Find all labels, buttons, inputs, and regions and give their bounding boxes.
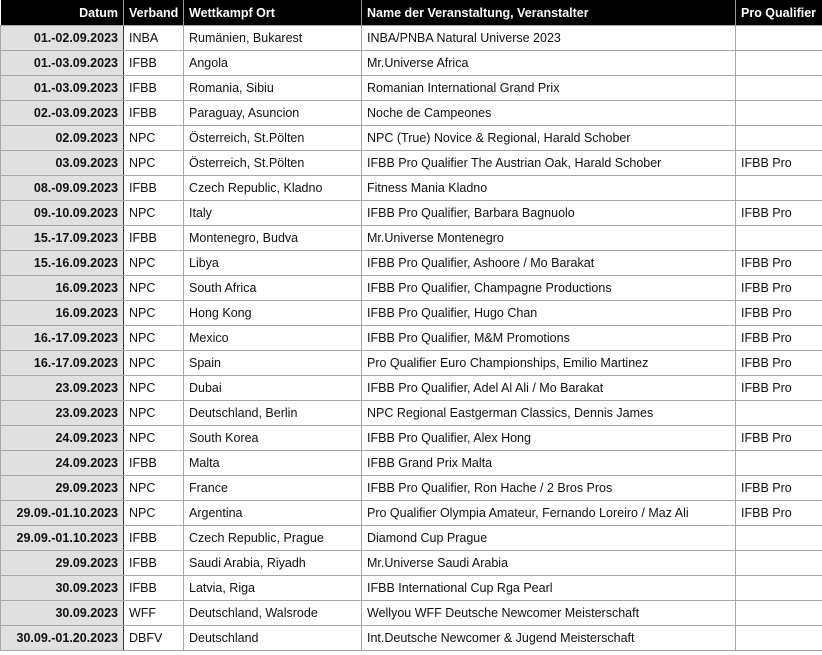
cell-ort: Argentina — [184, 501, 362, 526]
table-row — [1, 601, 822, 626]
cell-ort: Montenegro, Budva — [184, 226, 362, 251]
table-row — [1, 276, 822, 301]
cell-event-name: Int.Deutsche Newcomer & Jugend Meisterschaft — [362, 626, 736, 651]
cell-ort: France — [184, 476, 362, 501]
cell-event-name: Mr.Universe Montenegro — [362, 226, 736, 251]
cell-pro-qualifier — [736, 451, 822, 476]
cell-datum: 16.09.2023 — [1, 301, 124, 326]
table-body — [1, 26, 822, 651]
table-row — [1, 101, 822, 126]
cell-datum: 23.09.2023 — [1, 401, 124, 426]
table-row — [1, 226, 822, 251]
cell-datum: 08.-09.09.2023 — [1, 176, 124, 201]
table-row — [1, 176, 822, 201]
cell-verband: NPC — [124, 126, 184, 151]
cell-ort: South Africa — [184, 276, 362, 301]
cell-pro-qualifier — [736, 26, 822, 51]
cell-ort: Saudi Arabia, Riyadh — [184, 551, 362, 576]
cell-verband: NPC — [124, 301, 184, 326]
cell-ort: Czech Republic, Prague — [184, 526, 362, 551]
table-row — [1, 51, 822, 76]
cell-ort: Romania, Sibiu — [184, 76, 362, 101]
cell-verband: NPC — [124, 476, 184, 501]
cell-pro-qualifier: IFBB Pro — [736, 376, 822, 401]
cell-event-name: Mr.Universe Africa — [362, 51, 736, 76]
table-row — [1, 426, 822, 451]
cell-pro-qualifier — [736, 401, 822, 426]
cell-verband: IFBB — [124, 551, 184, 576]
cell-verband: DBFV — [124, 626, 184, 651]
cell-pro-qualifier — [736, 176, 822, 201]
cell-ort: Österreich, St.Pölten — [184, 151, 362, 176]
cell-verband: NPC — [124, 201, 184, 226]
header-datum: Datum — [1, 0, 124, 26]
cell-verband: NPC — [124, 276, 184, 301]
header-ort: Wettkampf Ort — [184, 0, 362, 26]
cell-event-name: IFBB Pro Qualifier, Hugo Chan — [362, 301, 736, 326]
cell-verband: IFBB — [124, 76, 184, 101]
cell-verband: NPC — [124, 151, 184, 176]
cell-verband: IFBB — [124, 226, 184, 251]
cell-ort: Angola — [184, 51, 362, 76]
cell-pro-qualifier: IFBB Pro — [736, 426, 822, 451]
cell-event-name: Diamond Cup Prague — [362, 526, 736, 551]
cell-pro-qualifier: IFBB Pro — [736, 501, 822, 526]
header-name: Name der Veranstaltung, Veranstalter — [362, 0, 736, 26]
cell-verband: INBA — [124, 26, 184, 51]
cell-event-name: IFBB Pro Qualifier The Austrian Oak, Harald Schober — [362, 151, 736, 176]
cell-ort: Spain — [184, 351, 362, 376]
cell-datum: 15.-17.09.2023 — [1, 226, 124, 251]
table-row — [1, 351, 822, 376]
cell-datum: 23.09.2023 — [1, 376, 124, 401]
cell-ort: Latvia, Riga — [184, 576, 362, 601]
cell-pro-qualifier: IFBB Pro — [736, 476, 822, 501]
cell-datum: 15.-16.09.2023 — [1, 251, 124, 276]
table-header — [1, 0, 822, 26]
cell-event-name: IFBB International Cup Rga Pearl — [362, 576, 736, 601]
cell-event-name: Romanian International Grand Prix — [362, 76, 736, 101]
header-verband: Verband — [124, 0, 184, 26]
cell-datum: 29.09.-01.10.2023 — [1, 526, 124, 551]
cell-verband: NPC — [124, 401, 184, 426]
cell-event-name: IFBB Pro Qualifier, Champagne Productions — [362, 276, 736, 301]
table-row — [1, 451, 822, 476]
table-row — [1, 401, 822, 426]
table-row — [1, 151, 822, 176]
cell-event-name: NPC Regional Eastgerman Classics, Dennis James — [362, 401, 736, 426]
cell-verband: IFBB — [124, 51, 184, 76]
cell-pro-qualifier: IFBB Pro — [736, 201, 822, 226]
cell-pro-qualifier — [736, 126, 822, 151]
cell-verband: NPC — [124, 326, 184, 351]
cell-event-name: Noche de Campeones — [362, 101, 736, 126]
cell-pro-qualifier — [736, 601, 822, 626]
cell-pro-qualifier: IFBB Pro — [736, 326, 822, 351]
cell-datum: 01.-03.09.2023 — [1, 76, 124, 101]
cell-verband: IFBB — [124, 101, 184, 126]
cell-verband: NPC — [124, 501, 184, 526]
cell-datum: 29.09.2023 — [1, 476, 124, 501]
table-row — [1, 501, 822, 526]
cell-datum: 01.-02.09.2023 — [1, 26, 124, 51]
cell-event-name: IFBB Pro Qualifier, Ashoore / Mo Barakat — [362, 251, 736, 276]
cell-ort: Italy — [184, 201, 362, 226]
cell-pro-qualifier — [736, 576, 822, 601]
cell-ort: Dubai — [184, 376, 362, 401]
table-row — [1, 476, 822, 501]
cell-ort: Österreich, St.Pölten — [184, 126, 362, 151]
cell-datum: 24.09.2023 — [1, 451, 124, 476]
table-row — [1, 26, 822, 51]
cell-pro-qualifier — [736, 76, 822, 101]
cell-pro-qualifier — [736, 101, 822, 126]
cell-verband: NPC — [124, 351, 184, 376]
table-row — [1, 626, 822, 651]
cell-event-name: IFBB Pro Qualifier, Ron Hache / 2 Bros Pros — [362, 476, 736, 501]
table-row — [1, 126, 822, 151]
cell-pro-qualifier — [736, 526, 822, 551]
table-row — [1, 376, 822, 401]
cell-pro-qualifier — [736, 626, 822, 651]
cell-datum: 16.-17.09.2023 — [1, 326, 124, 351]
cell-verband: IFBB — [124, 576, 184, 601]
cell-datum: 01.-03.09.2023 — [1, 51, 124, 76]
cell-datum: 09.-10.09.2023 — [1, 201, 124, 226]
table-row — [1, 551, 822, 576]
cell-event-name: NPC (True) Novice & Regional, Harald Schober — [362, 126, 736, 151]
cell-datum: 29.09.2023 — [1, 551, 124, 576]
cell-verband: IFBB — [124, 451, 184, 476]
cell-verband: NPC — [124, 251, 184, 276]
table-row — [1, 301, 822, 326]
cell-ort: Paraguay, Asuncion — [184, 101, 362, 126]
table-row — [1, 576, 822, 601]
table-row — [1, 76, 822, 101]
cell-ort: Libya — [184, 251, 362, 276]
cell-datum: 24.09.2023 — [1, 426, 124, 451]
cell-event-name: IFBB Grand Prix Malta — [362, 451, 736, 476]
cell-ort: Deutschland, Berlin — [184, 401, 362, 426]
cell-pro-qualifier — [736, 51, 822, 76]
cell-pro-qualifier — [736, 551, 822, 576]
cell-verband: IFBB — [124, 526, 184, 551]
cell-pro-qualifier: IFBB Pro — [736, 351, 822, 376]
cell-event-name: IFBB Pro Qualifier, M&M Promotions — [362, 326, 736, 351]
cell-event-name: Fitness Mania Kladno — [362, 176, 736, 201]
table-row — [1, 251, 822, 276]
cell-ort: Rumänien, Bukarest — [184, 26, 362, 51]
cell-datum: 02.09.2023 — [1, 126, 124, 151]
cell-event-name: IFBB Pro Qualifier, Alex Hong — [362, 426, 736, 451]
cell-ort: Hong Kong — [184, 301, 362, 326]
cell-datum: 16.09.2023 — [1, 276, 124, 301]
cell-pro-qualifier: IFBB Pro — [736, 276, 822, 301]
cell-ort: Czech Republic, Kladno — [184, 176, 362, 201]
cell-datum: 03.09.2023 — [1, 151, 124, 176]
table-row — [1, 201, 822, 226]
cell-datum: 30.09.-01.20.2023 — [1, 626, 124, 651]
cell-ort: Deutschland, Walsrode — [184, 601, 362, 626]
cell-event-name: Wellyou WFF Deutsche Newcomer Meisterschaft — [362, 601, 736, 626]
table-row — [1, 526, 822, 551]
cell-pro-qualifier: IFBB Pro — [736, 251, 822, 276]
cell-event-name: IFBB Pro Qualifier, Barbara Bagnuolo — [362, 201, 736, 226]
cell-pro-qualifier — [736, 226, 822, 251]
cell-ort: Malta — [184, 451, 362, 476]
cell-pro-qualifier: IFBB Pro — [736, 301, 822, 326]
header-pro-qualifier: Pro Qualifier — [736, 0, 822, 26]
cell-datum: 16.-17.09.2023 — [1, 351, 124, 376]
cell-ort: South Korea — [184, 426, 362, 451]
cell-event-name: INBA/PNBA Natural Universe 2023 — [362, 26, 736, 51]
cell-datum: 02.-03.09.2023 — [1, 101, 124, 126]
cell-datum: 30.09.2023 — [1, 576, 124, 601]
cell-event-name: Pro Qualifier Euro Championships, Emilio Martinez — [362, 351, 736, 376]
cell-pro-qualifier: IFBB Pro — [736, 151, 822, 176]
cell-event-name: Mr.Universe Saudi Arabia — [362, 551, 736, 576]
cell-datum: 30.09.2023 — [1, 601, 124, 626]
cell-verband: WFF — [124, 601, 184, 626]
cell-verband: NPC — [124, 426, 184, 451]
cell-datum: 29.09.-01.10.2023 — [1, 501, 124, 526]
table-row — [1, 326, 822, 351]
header-row — [1, 0, 822, 26]
cell-event-name: Pro Qualifier Olympia Amateur, Fernando Loreiro / Maz Ali — [362, 501, 736, 526]
cell-ort: Mexico — [184, 326, 362, 351]
cell-verband: NPC — [124, 376, 184, 401]
cell-event-name: IFBB Pro Qualifier, Adel Al Ali / Mo Barakat — [362, 376, 736, 401]
cell-verband: IFBB — [124, 176, 184, 201]
cell-ort: Deutschland — [184, 626, 362, 651]
